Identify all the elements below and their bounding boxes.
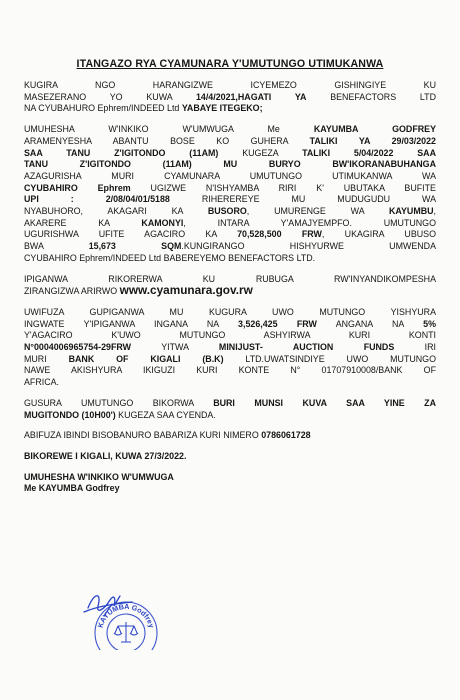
document-title: ITANGAZO RYA CYAMUNARA Y'UMUTUNGO UTIMUKANWA [76,58,384,70]
paragraph-auction-details: UMUHESHA W'INKIKO W'UMWUGA Me KAYUMBA GODFREY ARAMENYESHA ABANTU BOSE KO GUHERA TALIKI YA 29/03/2022 SAA TANU Z'IGITONDO (11AM) KUGEZA TALIKI 5/04/2022 SAA TANU Z'IGITONDO (11AM) MU BURYO BW'IKORANABUHANGA AZAGURISHA MURI CYAMUNARA UMUTUNGO UTIMUKANWA WA CYUBAHIRO Ephrem UGIZWE N'ISHYAMBA RIRI K' UBUTAKA BUFITE UPI : 2/08/04/01/5188 RIHEREREYE MU MUDUGUDU WA NYABUHORO, AKAGARI KA BUSORO, UMURENGE WA KAYUMBU, AKARERE KA KAMONYI, INTARA Y'AMAJYEMPFO. UMUTUNGO UGURISHWA UFITE AGACIRO KA 70,528,500 FRW, UKAGIRA UBUSO BWA 15,673 SQM.KUNGIRANGO HISHYURWE UMWENDA CYUBAHIRO Ephrem/INDEED Ltd BABEREYEMO BENEFACTORS LTD. [24,124,437,263]
paragraph-visiting-hours: GUSURA UMUTUNGO BIKORWA BURI MUNSI KUVA SAA YINE ZA MUGITONDO (10H00') KUGEZA SAA CYENDA. [24,397,436,420]
website-link[interactable]: www.cyamunara.gov.rw [119,283,253,298]
paragraph-deposit: UWIFUZA GUPIGANWA MU KUGURA UWO MUTUNGO YISHYURA INGWATE Y'IPIGANWA INGANA NA 3,526,425 FRW ANGANA NA 5% Y'AGACIRO K'UWO MUTUNGO ASHYIRWA KURI KONTI N°0004006965754-29FRW YITWA MINIJUST- AUCTION FUNDS IRI MURI BANK OF KIGALI (B.K) LTD.UWATSINDIYE UWO MUTUNGO NAWE AKISHYURA IKIGUZI KURI KONTE N° 01707910008/BANK OF AFRICA. [24,306,437,388]
paragraph-place-date: BIKOREWE I KIGALI, KUWA 27/3/2022. [24,450,187,461]
paragraph-court-order: KUGIRA NGO HARANGIZWE ICYEMEZO GISHINGIYE KU MASEZERANO YO KUWA 14/4/2021,HAGATI YA BENEFACTORS LTD NA CYUBAHURO Ephrem/INDEED Ltd YABAYE ITEGEKO; [24,80,436,114]
signature-title: UMUHESHA W'INKIKO W'UMWUGA [24,471,174,482]
paragraph-bidding-website: IPIGANWA RIKORERWA KU RUBUGA RW'INYANDIKOMPESHA ZIRANGIZWA ARIRWO www.cyamunara.gov.rw [24,273,436,298]
phone-number: 0786061728 [261,430,311,441]
signature-name: Me KAYUMBA Godfrey [24,483,120,494]
stamp-text: KAYUMBA Godfrey [95,601,157,629]
signature-block [24,472,436,496]
paragraph-contact-number: ABIFUZA IBINDI BISOBANURO BABARIZA KURI NIMERO 0786061728 [24,430,311,441]
official-stamp [74,586,186,650]
scales-of-justice-icon [114,622,138,642]
